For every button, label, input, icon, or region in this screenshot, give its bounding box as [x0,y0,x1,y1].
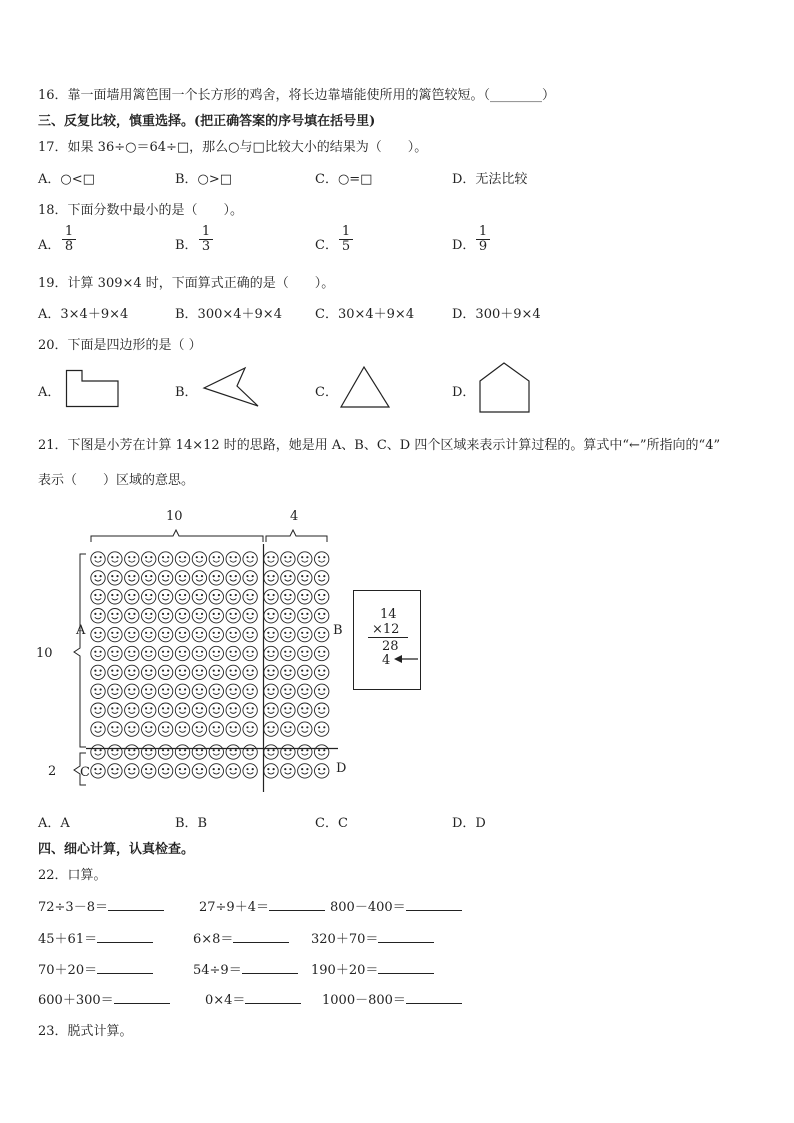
smiley-face-icon [243,590,257,604]
q19-option-a[interactable]: A．3×4＋9×4 [38,307,129,322]
smiley-face-icon [91,590,105,604]
calc-item[interactable] [322,989,462,1008]
label-top-4: 4 [290,509,299,524]
q18-option-c-label[interactable]: C． [315,238,338,253]
calc-item[interactable] [38,928,153,947]
smiley-face-icon [243,627,257,641]
q18-option-d-label[interactable]: D． [452,238,476,253]
smiley-face-icon [264,627,278,641]
smiley-face-icon [192,609,206,623]
smiley-face-icon [264,646,278,660]
answer-blank[interactable] [97,961,153,974]
smiley-face-icon [142,764,156,778]
smiley-face-icon [158,627,172,641]
smiley-face-icon [298,571,312,585]
smiley-face-icon [192,722,206,736]
q18-fraction-b[interactable] [199,225,213,254]
smiley-face-icon [108,745,122,759]
q18-option-a-label[interactable]: A． [38,238,61,253]
answer-blank[interactable] [108,898,164,911]
fraction-denominator: 9 [478,239,488,254]
smiley-face-icon [175,552,189,566]
region-a-label: A [76,623,86,638]
smiley-face-icon [243,745,257,759]
smiley-face-icon [264,684,278,698]
calc-partial-4: 4 [382,653,391,668]
smiley-face-icon [298,745,312,759]
smiley-face-icon [125,703,139,717]
smiley-face-icon [192,764,206,778]
smiley-face-icon [243,684,257,698]
smiley-face-icon [108,684,122,698]
smiley-face-icon [281,646,295,660]
concave-quadrilateral-figure[interactable] [203,366,263,408]
fraction-denominator: 8 [64,239,74,254]
smiley-face-icon [264,571,278,585]
calc-expression: 45＋61＝ [38,932,98,947]
q19-option-c[interactable]: C．30×4＋9×4 [315,307,415,322]
question-16: 16．靠一面墙用篱笆围一个长方形的鸡舍，将长边靠墙能使所用的篱笆较短。（________） [38,88,556,103]
q17-option-b[interactable]: B．○>□ [175,172,233,187]
smiley-face-icon [91,764,105,778]
smiley-face-icon [298,590,312,604]
smiley-face-icon [243,571,257,585]
smiley-face-icon [158,609,172,623]
smiley-face-icon [192,745,206,759]
smiley-face-icon [209,722,223,736]
q17-option-c[interactable]: C．○=□ [315,172,373,187]
smiley-face-icon [281,764,295,778]
smiley-face-icon [315,646,329,660]
smiley-face-icon [243,609,257,623]
label-top-10: 10 [166,509,183,524]
smiley-face-icon [108,722,122,736]
smiley-face-icon [91,745,105,759]
smiley-face-icon [315,665,329,679]
smiley-face-icon [175,745,189,759]
q19-option-d[interactable]: D．300＋9×4 [452,307,541,322]
smiley-face-icon [142,646,156,660]
smiley-face-icon [209,745,223,759]
smiley-face-icon [209,665,223,679]
calc-item[interactable] [199,896,325,915]
smiley-face-icon [226,627,240,641]
fraction-numerator: 1 [62,225,76,240]
smiley-face-icon [125,745,139,759]
smiley-face-icon [264,745,278,759]
smiley-face-icon [209,627,223,641]
calc-multiplier: ×12 [372,622,400,637]
smiley-face-icon [298,627,312,641]
q18-fraction-a[interactable] [62,225,76,254]
smiley-face-icon [226,665,240,679]
smiley-face-icon [108,571,122,585]
smiley-face-icon [209,684,223,698]
q21-option-a[interactable]: A．A [38,816,70,831]
question-22-stem: 22．口算。 [38,868,107,883]
calc-item[interactable] [193,928,289,947]
smiley-grid-figure [30,500,430,800]
smiley-face-icon [264,703,278,717]
smiley-face-icon [315,703,329,717]
answer-blank[interactable] [242,961,298,974]
smiley-face-icon [226,646,240,660]
smiley-face-icon [142,684,156,698]
smiley-face-icon [91,552,105,566]
region-d-label: D [336,761,347,776]
answer-blank[interactable] [269,898,325,911]
smiley-face-icon [175,684,189,698]
calc-expression: 70＋20＝ [38,963,98,978]
smiley-face-icon [298,609,312,623]
question-21-stem-line2: 表示（ ）区域的意思。 [38,473,195,488]
q18-fraction-c[interactable] [339,225,353,254]
question-17-stem: 17．如果 36÷○＝64÷□，那么○与□比较大小的结果为（ ）。 [38,140,428,155]
smiley-face-icon [281,703,295,717]
q18-fraction-d[interactable] [476,225,490,254]
smiley-face-icon [243,646,257,660]
smiley-face-icon [175,627,189,641]
smiley-face-icon [264,722,278,736]
smiley-face-icon [125,684,139,698]
smiley-face-icon [142,703,156,717]
smiley-face-icon [298,646,312,660]
smiley-face-icon [175,590,189,604]
smiley-face-icon [243,665,257,679]
fraction-numerator: 1 [339,225,353,240]
smiley-face-icon [209,552,223,566]
smiley-face-icon [91,703,105,717]
smiley-face-icon [209,571,223,585]
smiley-face-icon [108,627,122,641]
smiley-face-icon [125,590,139,604]
calc-item[interactable] [205,989,301,1008]
smiley-face-icon [158,590,172,604]
smiley-face-icon [226,590,240,604]
smiley-face-icon [226,722,240,736]
calc-item[interactable] [38,896,164,915]
q20-option-c-label[interactable]: C． [315,385,338,400]
smiley-face-icon [209,764,223,778]
calc-item[interactable] [38,989,170,1008]
q21-option-c[interactable]: C．C [315,816,348,831]
smiley-face-icon [125,665,139,679]
smiley-face-icon [158,764,172,778]
question-21-stem-line1: 21．下图是小芳在计算 14×12 时的思路，她是用 A、B、C、D 四个区域来表示计算过程的。算式中“←”所指向的“4” [38,438,721,453]
smiley-face-icon [142,627,156,641]
smiley-face-icon [158,684,172,698]
calc-partial-28: 28 [382,639,399,654]
calc-expression: 27÷9＋4＝ [199,900,269,915]
smiley-face-icon [315,627,329,641]
smiley-face-icon [192,552,206,566]
calc-item[interactable] [330,896,462,915]
smiley-face-icon [315,745,329,759]
smiley-face-icon [142,590,156,604]
smiley-face-icon [281,722,295,736]
smiley-face-icon [226,764,240,778]
fraction-numerator: 1 [199,225,213,240]
smiley-face-icon [264,764,278,778]
smiley-face-icon [142,552,156,566]
calc-expression: 6×8＝ [193,932,234,947]
section-4-heading: 四、细心计算，认真检查。 [38,842,195,857]
answer-blank[interactable] [114,991,170,1004]
calc-expression: 72÷3－8＝ [38,900,108,915]
smiley-face-icon [158,646,172,660]
smiley-face-icon [158,571,172,585]
answer-blank[interactable] [378,961,434,974]
smiley-face-icon [315,722,329,736]
calc-expression: 600＋300＝ [38,993,114,1008]
arrow-left-icon [394,655,418,663]
smiley-face-icon [91,646,105,660]
smiley-face-icon [226,571,240,585]
smiley-face-icon [281,684,295,698]
smiley-face-icon [264,609,278,623]
smiley-face-icon [192,703,206,717]
smiley-face-icon [175,722,189,736]
q20-option-b-label[interactable]: B． [175,385,198,400]
smiley-face-icon [91,571,105,585]
smiley-face-icon [91,627,105,641]
q21-option-d[interactable]: D．D [452,816,486,831]
smiley-face-icon [125,609,139,623]
smiley-face-icon [298,552,312,566]
calc-expression: 0×4＝ [205,993,246,1008]
smiley-face-icon [315,590,329,604]
smiley-face-icon [281,590,295,604]
smiley-face-icon [158,703,172,717]
smiley-face-icon [315,552,329,566]
smiley-face-icon [142,722,156,736]
smiley-face-icon [192,590,206,604]
calc-item[interactable] [38,959,153,978]
smiley-face-icon [158,552,172,566]
pentagon-figure[interactable] [479,362,531,414]
smiley-face-icon [158,665,172,679]
smiley-face-icon [125,764,139,778]
q17-option-d[interactable]: D．无法比较 [452,172,528,187]
smiley-face-icon [108,665,122,679]
smiley-face-icon [264,552,278,566]
smiley-face-icon [108,609,122,623]
smiley-face-icon [281,745,295,759]
smiley-face-icon [298,703,312,717]
q20-option-d-label[interactable]: D． [452,385,476,400]
smiley-face-icon [91,609,105,623]
smiley-face-icon [91,665,105,679]
smiley-face-icon [281,627,295,641]
answer-blank[interactable] [245,991,301,1004]
smiley-face-icon [226,552,240,566]
smiley-face-icon [108,764,122,778]
calc-expression: 54÷9＝ [193,963,242,978]
calc-item[interactable] [311,928,434,947]
smiley-grid [91,552,329,778]
smiley-face-icon [298,722,312,736]
smiley-face-icon [158,722,172,736]
smiley-face-icon [209,609,223,623]
calc-item[interactable] [311,959,434,978]
smiley-face-icon [298,684,312,698]
smiley-face-icon [108,703,122,717]
smiley-face-icon [158,745,172,759]
smiley-face-icon [192,646,206,660]
smiley-face-icon [175,609,189,623]
smiley-face-icon [281,571,295,585]
region-c-label: C [80,765,90,780]
smiley-face-icon [315,764,329,778]
q20-option-a-label[interactable]: A． [38,385,61,400]
triangle-figure[interactable] [340,365,392,409]
smiley-face-icon [315,609,329,623]
smiley-face-icon [175,646,189,660]
smiley-face-icon [192,684,206,698]
calc-expression: 320＋70＝ [311,932,379,947]
smiley-face-icon [243,764,257,778]
q21-option-b[interactable]: B．B [175,816,208,831]
answer-blank[interactable] [233,930,289,943]
smiley-face-icon [209,646,223,660]
smiley-face-icon [226,703,240,717]
calc-item[interactable] [193,959,298,978]
smiley-face-icon [125,646,139,660]
smiley-face-icon [192,665,206,679]
smiley-face-icon [243,722,257,736]
smiley-face-icon [125,722,139,736]
calc-expression: 190＋20＝ [311,963,379,978]
smiley-face-icon [226,684,240,698]
smiley-face-icon [226,745,240,759]
smiley-face-icon [281,665,295,679]
question-18-stem: 18．下面分数中最小的是（ ）。 [38,203,244,218]
smiley-face-icon [192,571,206,585]
smiley-face-icon [175,571,189,585]
fraction-denominator: 3 [201,239,211,254]
smiley-face-icon [142,665,156,679]
label-side-2: 2 [48,764,57,779]
region-b-label: B [333,623,343,638]
q19-option-b[interactable]: B．300×4＋9×4 [175,307,282,322]
smiley-face-icon [315,571,329,585]
smiley-face-icon [142,745,156,759]
answer-blank[interactable] [406,898,462,911]
answer-blank[interactable] [97,930,153,943]
smiley-face-icon [192,627,206,641]
smiley-face-icon [209,590,223,604]
smiley-face-icon [125,627,139,641]
smiley-face-icon [125,571,139,585]
smiley-face-icon [108,646,122,660]
fraction-denominator: 5 [341,239,351,254]
smiley-face-icon [142,571,156,585]
smiley-face-icon [298,665,312,679]
smiley-face-icon [281,609,295,623]
l-shape-figure[interactable] [66,370,120,408]
calc-multiplicand: 14 [380,607,397,622]
smiley-face-icon [175,764,189,778]
question-20-stem: 20．下面是四边形的是（ ） [38,338,202,353]
section-3-heading: 三、反复比较，慎重选择。(把正确答案的序号填在括号里) [38,114,376,129]
fraction-numerator: 1 [476,225,490,240]
smiley-face-icon [315,684,329,698]
smiley-face-icon [108,552,122,566]
smiley-face-icon [108,590,122,604]
smiley-face-icon [125,552,139,566]
smiley-face-icon [209,703,223,717]
smiley-face-icon [175,703,189,717]
smiley-face-icon [142,609,156,623]
smiley-face-icon [91,722,105,736]
smiley-face-icon [226,609,240,623]
answer-blank[interactable] [406,991,462,1004]
label-side-10: 10 [36,646,53,661]
smiley-face-icon [243,552,257,566]
smiley-face-icon [264,665,278,679]
smiley-face-icon [281,552,295,566]
smiley-face-icon [264,590,278,604]
smiley-face-icon [298,764,312,778]
question-19-stem: 19．计算 309×4 时，下面算式正确的是（ ）。 [38,276,335,291]
smiley-face-icon [175,665,189,679]
smiley-face-icon [243,703,257,717]
question-23-stem: 23．脱式计算。 [38,1024,133,1039]
calc-expression: 1000－800＝ [322,993,406,1008]
q17-option-a[interactable]: A．○<□ [38,172,95,187]
answer-blank[interactable] [378,930,434,943]
q18-option-b-label[interactable]: B． [175,238,198,253]
calc-expression: 800－400＝ [330,900,406,915]
smiley-face-icon [91,684,105,698]
